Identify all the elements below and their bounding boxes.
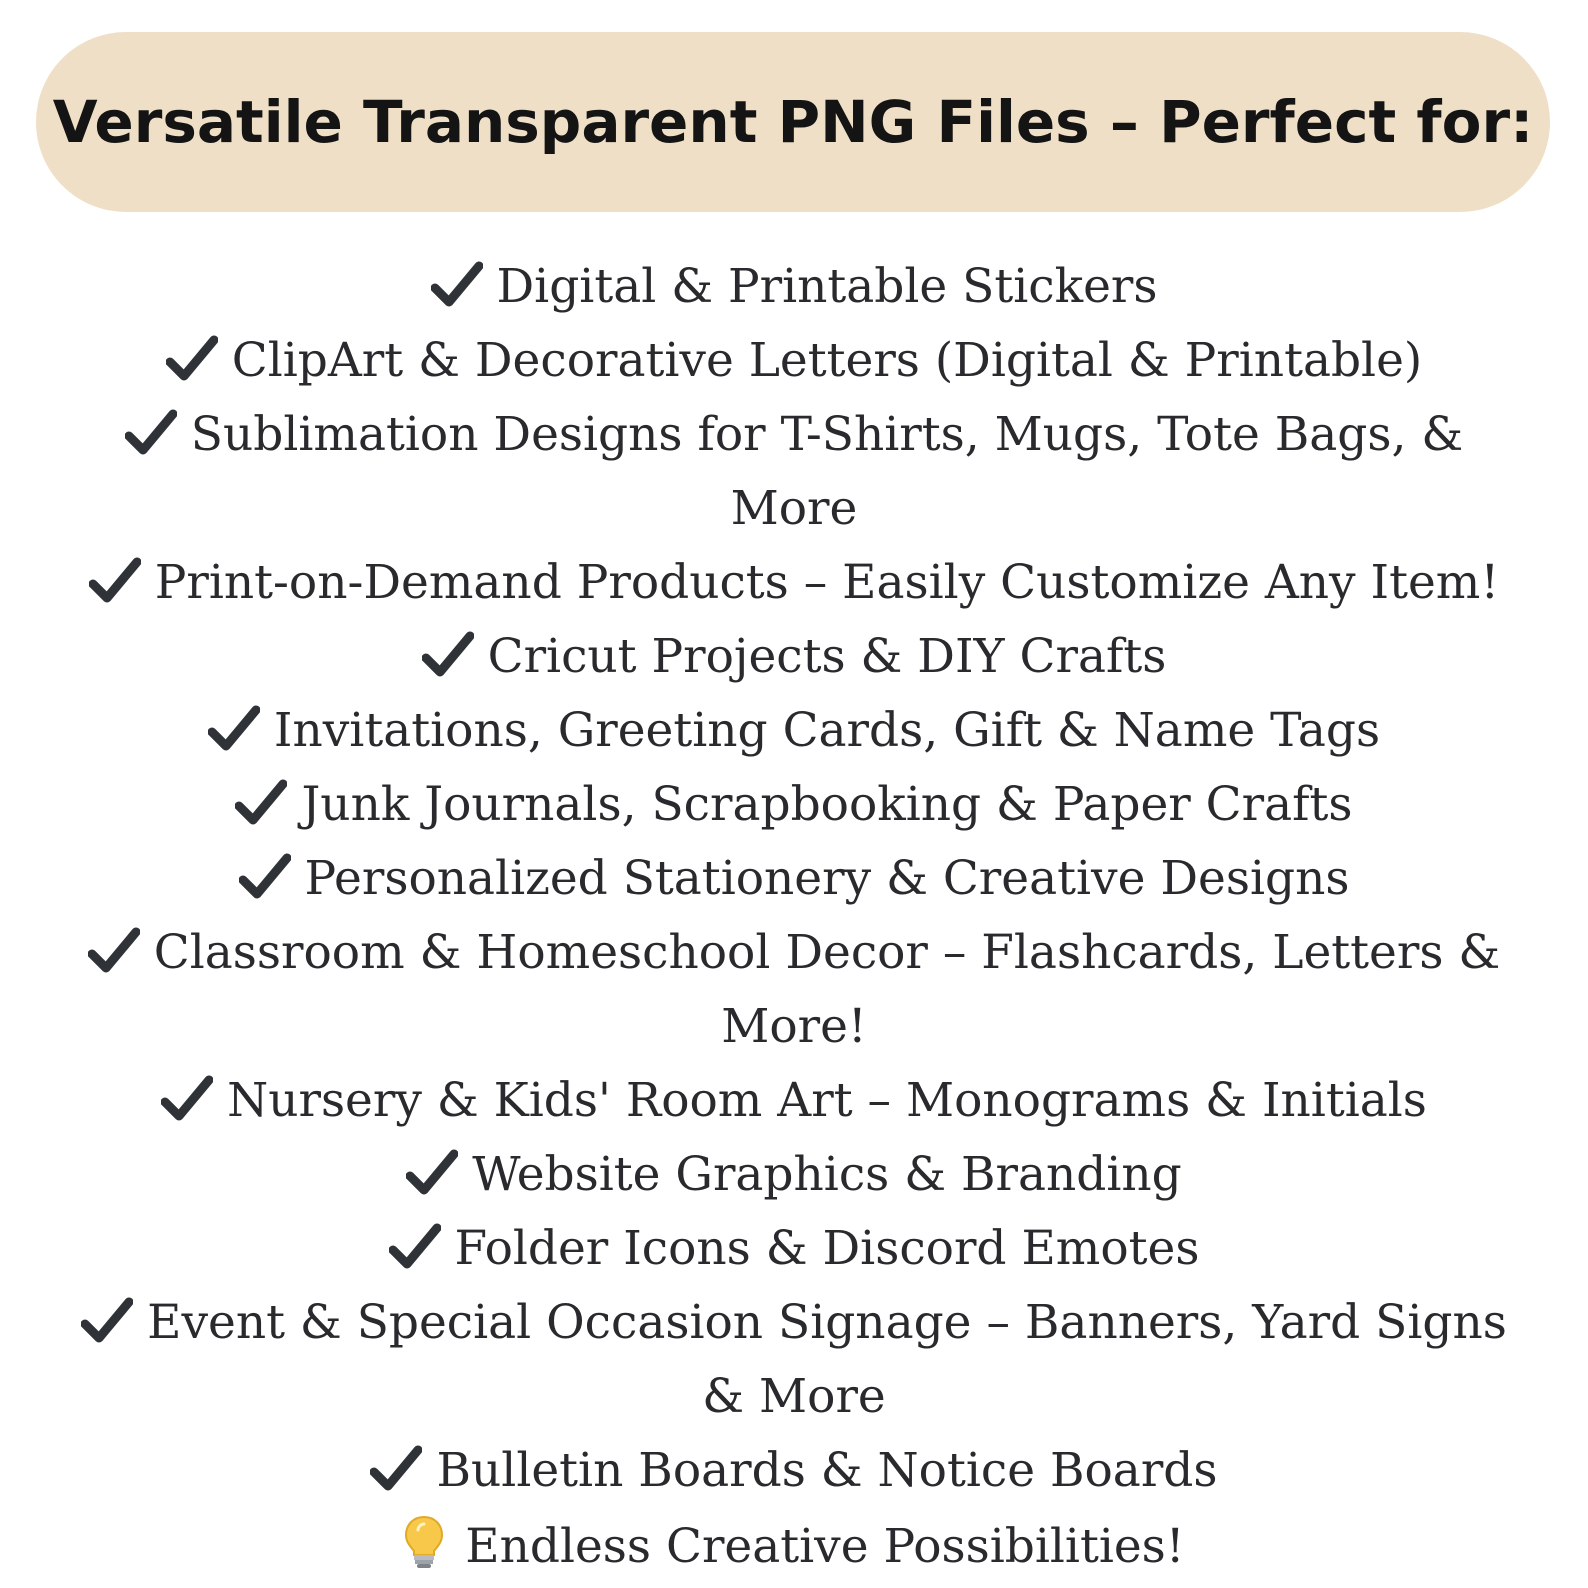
list-item-label: Event & Special Occasion Signage – Banners, Yard Signs & More [147,1295,1507,1424]
list-item [0,694,1588,768]
lightbulb-icon [403,1514,445,1570]
footer-tagline [0,1510,1588,1584]
list-item [0,546,1588,620]
check-icon [208,704,260,752]
check-icon [161,1074,213,1122]
list-item-label: Classroom & Homeschool Decor – Flashcards, Letters & More! [153,925,1501,1054]
list-item [0,1434,1588,1508]
list-item [0,620,1588,694]
list-item-label: Invitations, Greeting Cards, Gift & Name Tags [273,703,1381,758]
list-item-label: ClipArt & Decorative Letters (Digital & Printable) [231,333,1423,388]
check-icon [89,556,141,604]
list-item [0,1212,1588,1286]
check-icon [88,926,140,974]
list-item [0,250,1588,324]
list-item [0,768,1588,842]
check-icon [431,260,483,308]
check-icon [370,1444,422,1492]
list-item-label: Nursery & Kids' Room Art – Monograms & Initials [227,1073,1427,1128]
check-icon [406,1148,458,1196]
check-icon [239,852,291,900]
list-item-label: Digital & Printable Stickers [496,259,1158,314]
list-item-label: Print-on-Demand Products – Easily Customize Any Item! [154,555,1500,610]
list-item-label: Folder Icons & Discord Emotes [454,1221,1200,1276]
list-item-label: Bulletin Boards & Notice Boards [436,1443,1218,1498]
check-icon [235,778,287,826]
list-item-label: Website Graphics & Branding [472,1147,1182,1202]
list-item [0,842,1588,916]
footer-text: Endless Creative Possibilities! [465,1519,1185,1574]
list-item [0,916,1588,1064]
list-item [0,398,1588,546]
list-item [0,324,1588,398]
list-item [0,1286,1588,1434]
check-icon [81,1296,133,1344]
list-item-label: Cricut Projects & DIY Crafts [487,629,1167,684]
list-item [0,1138,1588,1212]
check-icon [125,408,177,456]
check-icon [389,1222,441,1270]
page-title: Versatile Transparent PNG Files – Perfect for: [52,88,1534,156]
list-item [0,1064,1588,1138]
check-icon [166,334,218,382]
list-item-label: Sublimation Designs for T-Shirts, Mugs, Tote Bags, & More [190,407,1464,536]
feature-list [0,250,1588,1508]
list-item-label: Junk Journals, Scrapbooking & Paper Crafts [301,777,1353,832]
header-banner [36,32,1550,212]
list-item-label: Personalized Stationery & Creative Designs [304,851,1350,906]
check-icon [422,630,474,678]
